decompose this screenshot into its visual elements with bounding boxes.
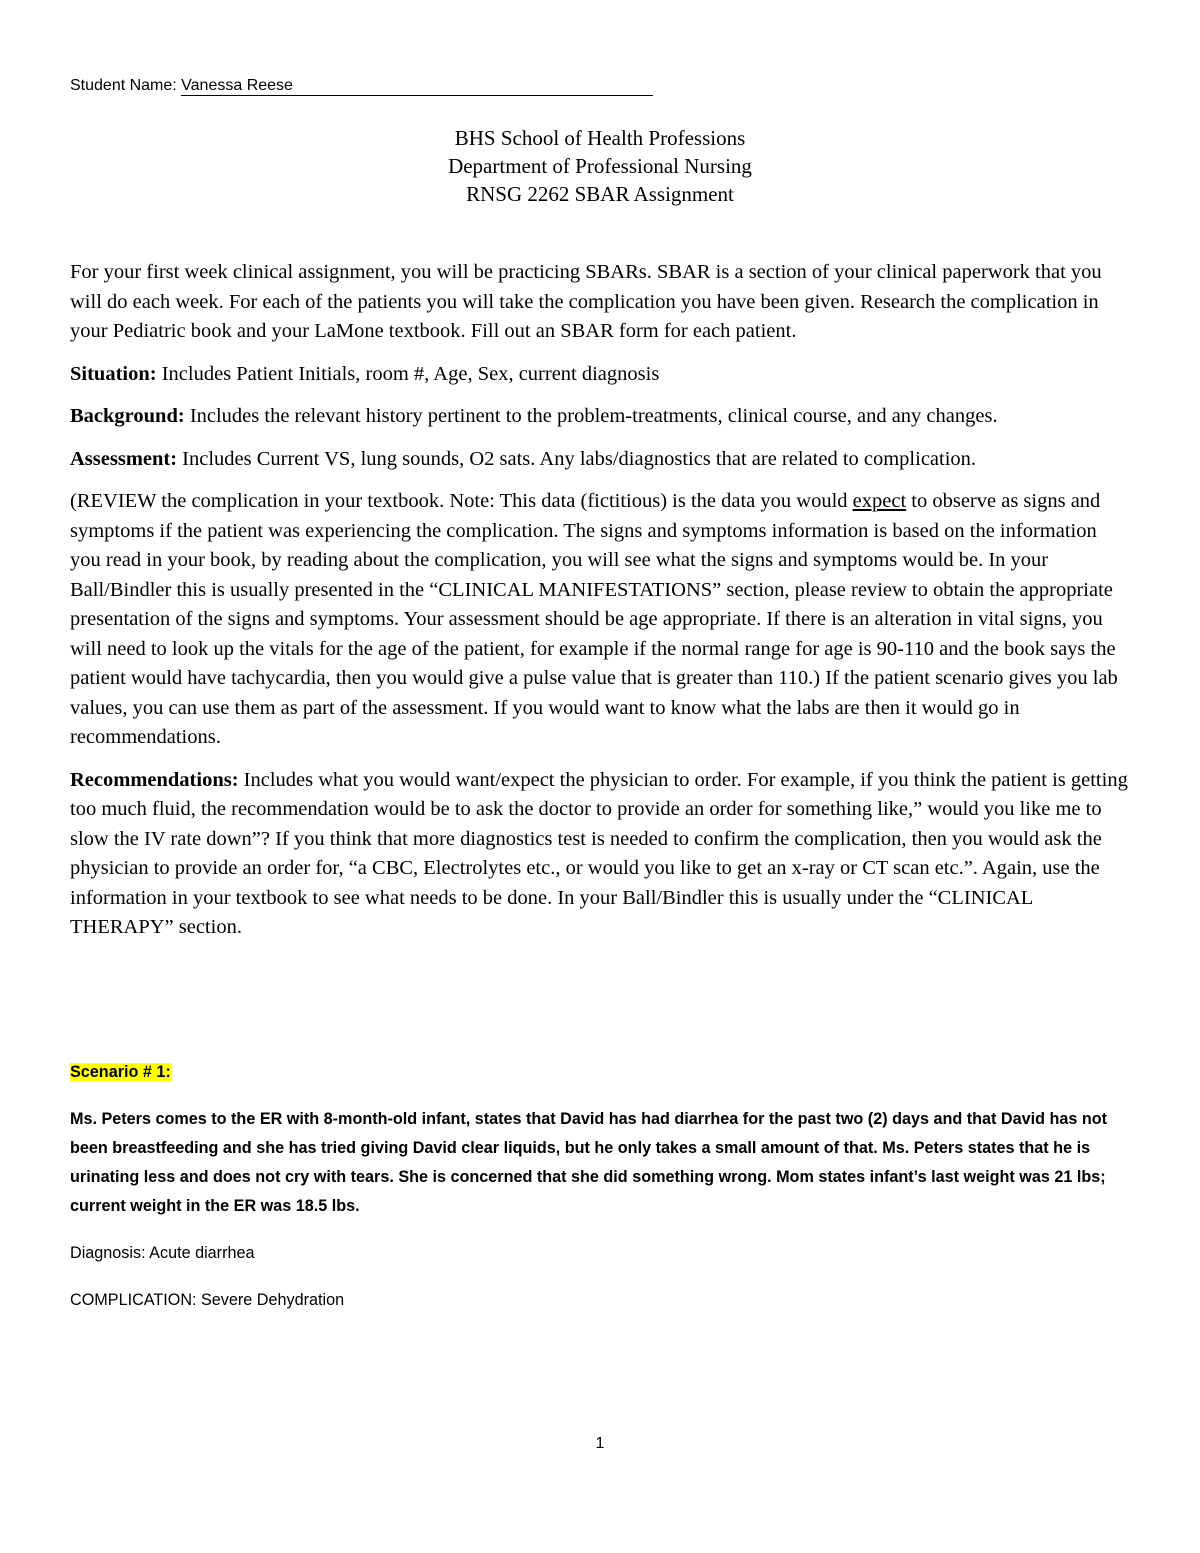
intro-paragraph: For your first week clinical assignment, you will be practicing SBARs. SBAR is a section of your clinical paperwork that you will do each week. For each of the patients you will take the complication you have been given. Research the complication in your Pediatric book and your LaMone textbook. Fill out an SBAR form for each patient. bbox=[70, 261, 1102, 342]
review-paragraph bbox=[70, 487, 1132, 753]
background-label: Background: bbox=[70, 405, 185, 427]
student-name-value: Vanessa Reese bbox=[181, 77, 293, 94]
assessment-text: Includes Current VS, lung sounds, O2 sats. Any labs/diagnostics that are related to complication. bbox=[177, 447, 977, 470]
title-department: Department of Professional Nursing bbox=[448, 154, 752, 178]
recommendations-text: Includes what you would want/expect the physician to order. For example, if you think the patient is getting too much fluid, the recommendation would be to ask the doctor to provide an order for something like,” would you like me to slow the IV rate down”? If you think that more diagnostics test is needed to confirm the complication, then you would ask the physician to provide an order for, “a CBC, Electrolytes etc., or would you like to get an x-ray or CT scan etc.”. Again, use the information in your textbook to see what needs to be done. In your Ball/Bindler this is usually under the “CLINICAL THERAPY” section. bbox=[70, 768, 1128, 938]
assessment-paragraph bbox=[70, 445, 1132, 475]
scenario-heading: Scenario # 1: bbox=[70, 1063, 171, 1081]
recommendations-paragraph bbox=[70, 766, 1132, 943]
page-number: 1 bbox=[595, 1435, 605, 1452]
background-paragraph bbox=[70, 402, 1132, 432]
diagnosis-line: Diagnosis: Acute diarrhea bbox=[70, 1244, 255, 1262]
instructions-body bbox=[70, 258, 1132, 956]
review-text-start: (REVIEW the complication in your textbook. Note: This data (fictitious) is the data you would bbox=[70, 490, 853, 512]
student-name-label: Student Name: bbox=[70, 77, 182, 94]
review-underlined-word: expect bbox=[852, 490, 907, 512]
scenario-heading-line bbox=[70, 1058, 1140, 1087]
complication-line: COMPLICATION: Severe Dehydration bbox=[70, 1291, 345, 1309]
situation-text: Includes Patient Initials, room #, Age, Sex, current diagnosis bbox=[156, 362, 660, 385]
situation-paragraph bbox=[70, 360, 1132, 390]
scenario-text: Ms. Peters comes to the ER with 8-month-old infant, states that David has had diarrhea for the past two (2) days and that David has not been breastfeeding and she has tried giving David clear liquids, but he only takes a small amount of that. Ms. Peters states that he is urinating less and does not cry with tears. She is concerned that she did something wrong. Mom states infant’s last weight was 21 lbs; current weight in the ER was 18.5 lbs. bbox=[70, 1110, 1108, 1215]
student-name-field bbox=[181, 77, 653, 96]
situation-label: Situation: bbox=[70, 362, 157, 385]
scenario-section bbox=[70, 1058, 1140, 1333]
background-text: Includes the relevant history pertinent to the problem-treatments, clinical course, and any changes. bbox=[184, 405, 998, 427]
review-text-end: to observe as signs and symptoms if the patient was experiencing the complication. The signs and symptoms information is based on the information you read in your book, by reading about the complication, you will see what the signs and symptoms would be. In your Ball/Bindler this is usually presented in the “CLINICAL MANIFESTATIONS” section, please review to obtain the appropriate presentation of the signs and symptoms. Your assessment should be age appropriate. If there is an alteration in vital signs, you will need to look up the vitals for the age of the patient, for example if the normal range for age is 90-110 and the book says the patient would have tachycardia, then you would give a pulse value that is greater than 110.) If the patient scenario gives you lab values, you can use them as part of the assessment. If you would want to know what the labs are then it would go in recommendations. bbox=[70, 490, 1118, 748]
recommendations-label: Recommendations: bbox=[70, 768, 239, 791]
title-school: BHS School of Health Professions bbox=[454, 126, 746, 150]
student-name-line bbox=[70, 75, 653, 97]
assessment-label: Assessment: bbox=[70, 447, 178, 470]
title-course: RNSG 2262 SBAR Assignment bbox=[466, 182, 734, 206]
document-title bbox=[0, 124, 1200, 208]
